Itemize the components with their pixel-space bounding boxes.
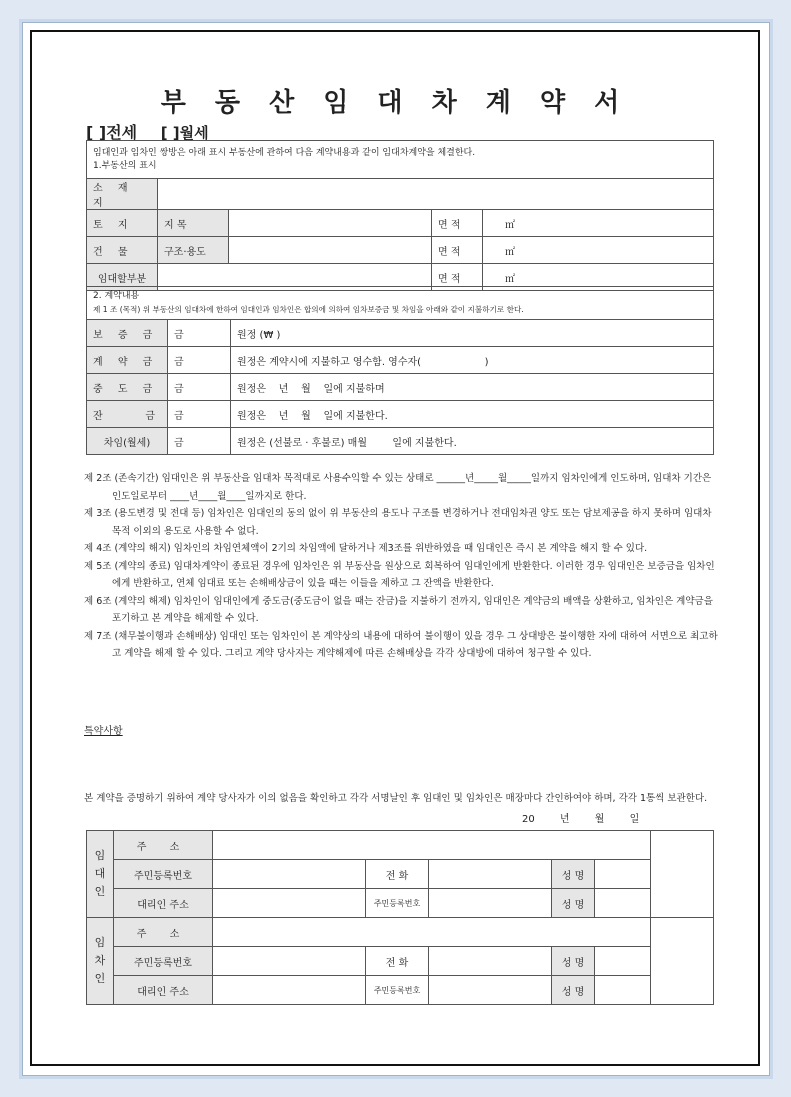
contract-table — [86, 286, 714, 455]
deposit-label: 보 증 금 — [87, 320, 168, 347]
building-label: 건 물 — [87, 237, 158, 264]
location-label: 소 재 지 — [87, 179, 158, 210]
confirm-text: 본 계약을 증명하기 위하여 계약 당사자가 이의 없음을 확인하고 각각 서명날인 후 임대인 및 임차인은 매장마다 간인하여야 하며, 각각 1통씩 보관한다. — [84, 793, 708, 804]
down-payment-field[interactable]: 원정은 계약시에 지불하고 영수함. 영수자( ) — [231, 347, 714, 374]
down-payment-won: 금 — [168, 347, 231, 374]
lessee-proxy-resident-field[interactable] — [429, 976, 552, 1005]
building-area-unit: ㎡ — [505, 246, 515, 258]
land-type-label: 지 목 — [158, 210, 229, 237]
contract-date[interactable]: 20 년 월 일 — [522, 814, 640, 825]
clause-4: 제 4조 (계약의 해지) 임차인의 차임연체액이 2기의 차임액에 달하거나 제3조를 위반하였을 때 임대인은 즉시 본 계약을 해지 할 수 있다. — [84, 543, 648, 554]
interim-payment-won: 금 — [168, 374, 231, 401]
balance-label: 잔 금 — [87, 401, 168, 428]
balance-won: 금 — [168, 401, 231, 428]
clauses — [84, 470, 720, 663]
lessee-address-label: 주 소 — [114, 918, 213, 947]
building-structure-label: 구조·용도 — [158, 237, 229, 264]
clause-7: 제 7조 (채무불이행과 손해배상) 임대인 또는 임차인이 본 계약상의 내용에 대하여 불이행이 있을 경우 그 상대방은 불이행한 자에 대하여 서면으로 최고하고 계약을 해제 할 수 있다. 그리고 계약 당사자는 계약해제에 따른 손해배상을 각각 상대방에 대하여 청구할 수 있다. — [84, 630, 718, 659]
building-area-field[interactable] — [483, 237, 714, 264]
lessor-proxy-resident-label: 주민등록번호 — [366, 889, 429, 918]
lessee-proxy-address-label: 대리인 주소 — [114, 976, 213, 1005]
wolse-checkbox[interactable]: [ ]월세 — [160, 124, 209, 142]
lessee-proxy-resident-label: 주민등록번호 — [366, 976, 429, 1005]
section-2-title: 2. 계약내용 — [93, 291, 140, 301]
lessor-phone-field[interactable] — [429, 860, 552, 889]
lessor-label: 임 대 인 — [87, 831, 114, 918]
property-table — [86, 140, 714, 291]
lessee-name-field[interactable] — [595, 947, 651, 976]
contract-page — [30, 30, 760, 1066]
intro-cell — [87, 141, 714, 179]
lessee-resident-label: 주민등록번호 — [114, 947, 213, 976]
lessee-address-field[interactable] — [213, 918, 651, 947]
building-area-label: 면 적 — [432, 237, 483, 264]
intro-text: 임대인과 임차인 쌍방은 아래 표시 부동산에 관하여 다음 계약내용과 같이 임대차계약을 체결한다. — [93, 147, 476, 158]
lessee-label: 임 차 인 — [87, 918, 114, 1005]
land-area-field[interactable] — [483, 210, 714, 237]
section-2-cell — [87, 287, 714, 320]
deposit-field[interactable]: 원정 (₩ ) — [231, 320, 714, 347]
parties-table — [86, 830, 714, 1005]
lessee-proxy-name-field[interactable] — [595, 976, 651, 1005]
clause-2: 제 2조 (존속기간) 임대인은 위 부동산을 임대차 목적대로 사용수익할 수 있는 상태로 ______년_____월_____일까지 임차인에게 인도하며, 임대차 기간은 인도일로부터 ____년____월____일까지로 한다. — [84, 473, 712, 502]
lessor-seal-cell[interactable] — [651, 831, 714, 918]
balance-field[interactable]: 원정은 년 월 일에 지불한다. — [231, 401, 714, 428]
document-title: 부 동 산 임 대 차 계 약 서 — [160, 88, 630, 118]
lessor-phone-label: 전 화 — [366, 860, 429, 889]
lessor-name-field[interactable] — [595, 860, 651, 889]
deposit-won: 금 — [168, 320, 231, 347]
lessee-seal-cell[interactable] — [651, 918, 714, 1005]
rent-part-area-label: 면 적 — [432, 264, 483, 291]
lessor-resident-field[interactable] — [213, 860, 366, 889]
special-terms-heading: 특약사항 — [84, 726, 123, 737]
rent-part-area-unit: ㎡ — [505, 273, 515, 285]
lessor-address-label: 주 소 — [114, 831, 213, 860]
lessor-proxy-resident-field[interactable] — [429, 889, 552, 918]
lessee-name-label: 성 명 — [552, 947, 595, 976]
land-label: 토 지 — [87, 210, 158, 237]
lessee-resident-field[interactable] — [213, 947, 366, 976]
lessor-resident-label: 주민등록번호 — [114, 860, 213, 889]
location-field[interactable] — [158, 179, 714, 210]
clause-3: 제 3조 (용도변경 및 전대 등) 임차인은 임대인의 동의 없이 위 부동산의 용도나 구조를 변경하거나 전대임차권 양도 또는 담보제공을 하지 못하며 임대차 목적 이외의 용도로 사용할 수 없다. — [84, 508, 712, 537]
lessor-proxy-address-field[interactable] — [213, 889, 366, 918]
lessor-proxy-name-label: 성 명 — [552, 889, 595, 918]
monthly-rent-field[interactable]: 원정은 (선불로 · 후불로) 매월 일에 지불한다. — [231, 428, 714, 455]
land-area-unit: ㎡ — [505, 219, 515, 231]
lessor-proxy-name-field[interactable] — [595, 889, 651, 918]
building-structure-field[interactable] — [229, 237, 432, 264]
lessee-phone-field[interactable] — [429, 947, 552, 976]
down-payment-label: 계 약 금 — [87, 347, 168, 374]
section-1-title: 1.부동산의 표시 — [93, 160, 157, 171]
monthly-rent-won: 금 — [168, 428, 231, 455]
jeonse-checkbox[interactable]: [ ]전세 — [86, 123, 138, 142]
land-type-field[interactable] — [229, 210, 432, 237]
lessee-phone-label: 전 화 — [366, 947, 429, 976]
lessor-address-field[interactable] — [213, 831, 651, 860]
lessee-proxy-name-label: 성 명 — [552, 976, 595, 1005]
clause-5: 제 5조 (계약의 종료) 임대차계약이 종료된 경우에 임차인은 위 부동산을 원상으로 회복하여 임대인에게 반환한다. 이러한 경우 임대인은 보증금을 임차인에게 반환하고, 연체 임대료 또는 손해배상금이 있을 때는 이들을 제하고 그 잔액을 반환한다. — [84, 560, 715, 589]
clause-1: 제 1 조 (목적) 위 부동산의 임대차에 한하여 임대인과 임차인은 합의에 의하여 임차보증금 및 차임을 아래와 같이 지불하기로 한다. — [93, 305, 524, 314]
interim-payment-field[interactable]: 원정은 년 월 일에 지불하며 — [231, 374, 714, 401]
clause-6: 제 6조 (계약의 해제) 임차인이 임대인에게 중도금(중도금이 없을 때는 잔금)을 지불하기 전까지, 임대인은 계약금의 배액을 상환하고, 임차인은 계약금을 포기하고 본 계약을 해제할 수 있다. — [84, 595, 713, 624]
monthly-rent-label: 차임(월세) — [87, 428, 168, 455]
lessee-proxy-address-field[interactable] — [213, 976, 366, 1005]
rent-part-label: 임대할부분 — [87, 264, 158, 291]
interim-payment-label: 중 도 금 — [87, 374, 168, 401]
lessor-name-label: 성 명 — [552, 860, 595, 889]
lessor-proxy-address-label: 대리인 주소 — [114, 889, 213, 918]
land-area-label: 면 적 — [432, 210, 483, 237]
